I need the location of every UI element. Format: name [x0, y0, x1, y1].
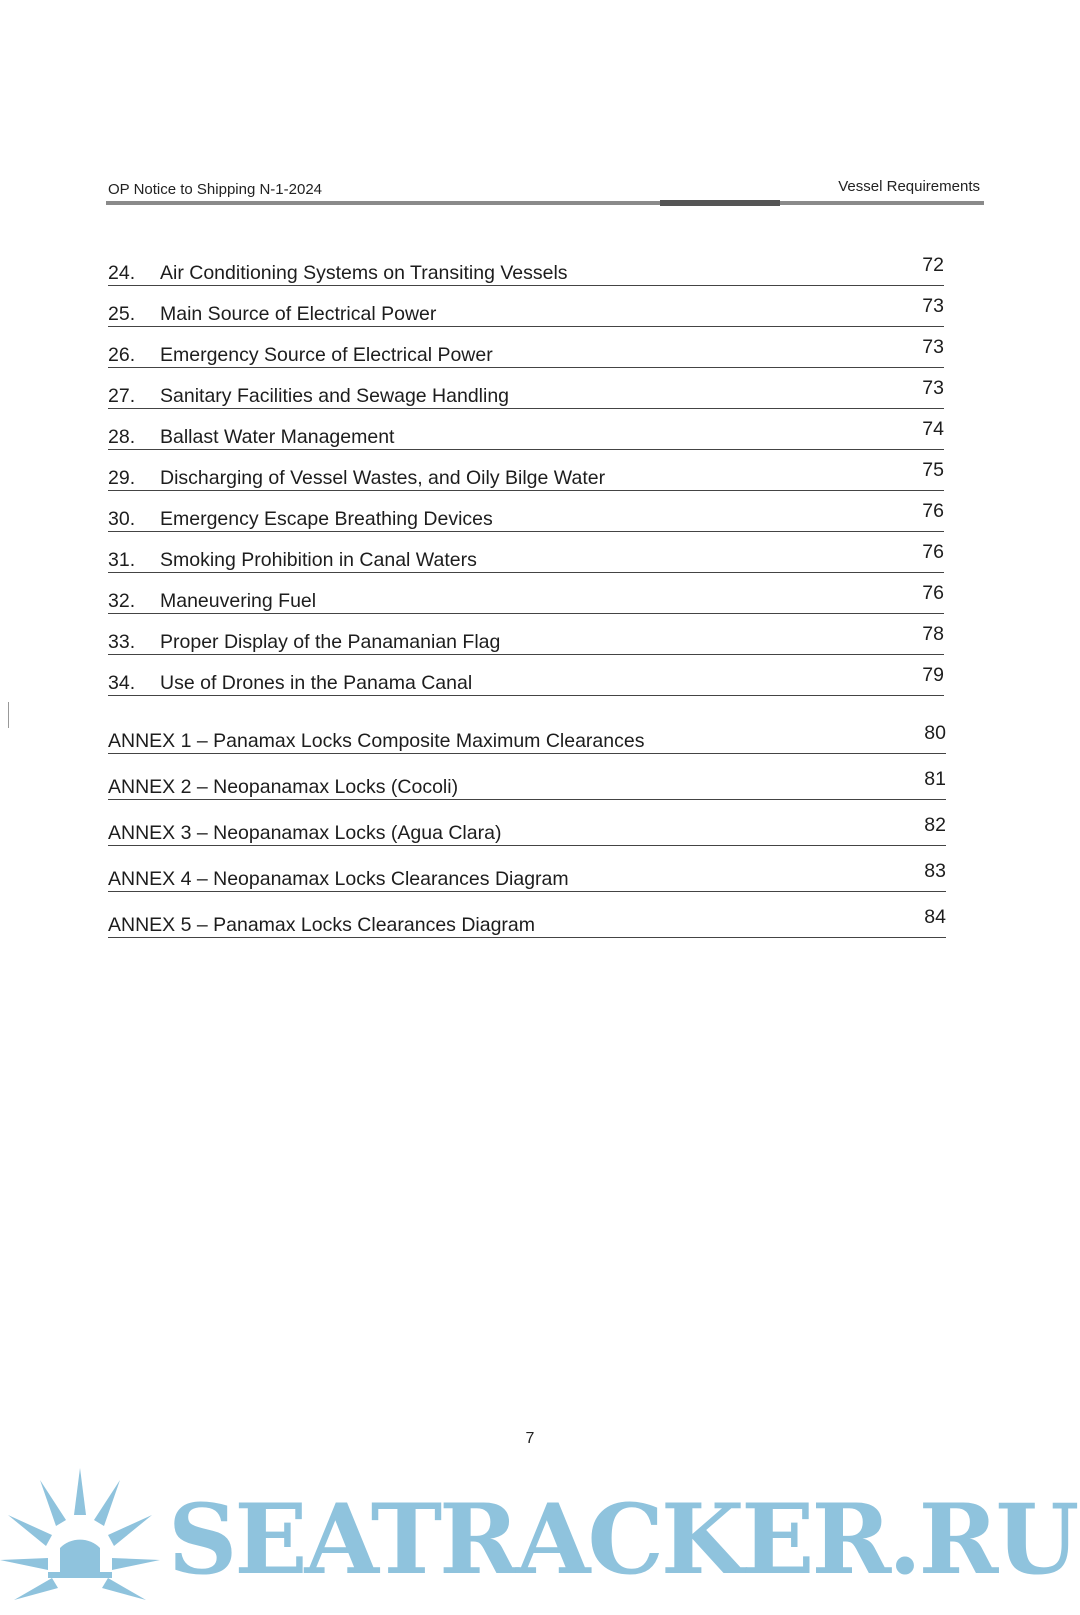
header-rule-dark-segment: [660, 200, 780, 206]
annex-entry-1[interactable]: [108, 708, 946, 754]
page-number: 7: [525, 1430, 535, 1447]
toc-number: 28.: [108, 426, 136, 448]
annex-entry-5[interactable]: [108, 892, 946, 938]
annex-title: ANNEX 1 – Panamax Locks Composite Maximum Clearances: [108, 730, 645, 752]
table-of-contents: [108, 245, 944, 696]
toc-title: Smoking Prohibition in Canal Waters: [160, 549, 477, 571]
annex-page: 84: [924, 906, 946, 928]
toc-number: 24.: [108, 262, 136, 284]
toc-title: Air Conditioning Systems on Transiting Vessels: [160, 262, 568, 284]
toc-title: Use of Drones in the Panama Canal: [160, 672, 473, 694]
toc-page: 78: [922, 623, 944, 645]
annex-entry-4[interactable]: [108, 846, 946, 892]
toc-page: 73: [922, 377, 944, 399]
toc-number: 26.: [108, 344, 136, 366]
toc-entry-34[interactable]: [108, 655, 944, 696]
annex-page: 83: [924, 860, 946, 882]
header-left: OP Notice to Shipping N-1-2024: [108, 181, 323, 198]
toc-entry-24[interactable]: [108, 245, 944, 286]
annex-entry-3[interactable]: [108, 800, 946, 846]
toc-entry-28[interactable]: [108, 409, 944, 450]
toc-title: Emergency Escape Breathing Devices: [160, 508, 493, 530]
annex-page: 81: [924, 768, 946, 790]
annex-list: [108, 708, 946, 938]
toc-title: Maneuvering Fuel: [160, 590, 317, 612]
toc-page: 73: [922, 295, 944, 317]
annex-title: ANNEX 5 – Panamax Locks Clearances Diagram: [108, 914, 536, 936]
header-rule: [106, 201, 984, 205]
toc-title: Discharging of Vessel Wastes, and Oily Bilge Water: [160, 467, 606, 489]
annex-title: ANNEX 3 – Neopanamax Locks (Agua Clara): [108, 822, 502, 844]
header-right: Vessel Requirements: [838, 178, 980, 195]
annex-title: ANNEX 2 – Neopanamax Locks (Cocoli): [108, 776, 459, 798]
toc-page: 74: [922, 418, 944, 440]
toc-title: Emergency Source of Electrical Power: [160, 344, 493, 366]
toc-entry-31[interactable]: [108, 532, 944, 573]
toc-number: 29.: [108, 467, 136, 489]
toc-page: 73: [922, 336, 944, 358]
toc-number: 30.: [108, 508, 136, 530]
toc-number: 33.: [108, 631, 136, 653]
annex-entry-2[interactable]: [108, 754, 946, 800]
toc-title: Ballast Water Management: [160, 426, 395, 448]
toc-number: 32.: [108, 590, 136, 612]
toc-number: 34.: [108, 672, 136, 694]
scan-margin-mark: [8, 702, 9, 728]
annex-title: ANNEX 4 – Neopanamax Locks Clearances Diagram: [108, 868, 569, 890]
toc-page: 76: [922, 541, 944, 563]
toc-page: 76: [922, 500, 944, 522]
watermark-text: SEATRACKER.RU: [168, 1483, 1077, 1596]
toc-entry-33[interactable]: [108, 614, 944, 655]
toc-number: 25.: [108, 303, 136, 325]
toc-page: 76: [922, 582, 944, 604]
toc-page: 75: [922, 459, 944, 481]
toc-entry-29[interactable]: [108, 450, 944, 491]
annex-page: 80: [924, 722, 946, 744]
toc-entry-25[interactable]: [108, 286, 944, 327]
toc-entry-30[interactable]: [108, 491, 944, 532]
toc-page: 79: [922, 664, 944, 686]
annex-page: 82: [924, 814, 946, 836]
toc-number: 31.: [108, 549, 136, 571]
toc-title: Main Source of Electrical Power: [160, 303, 437, 325]
sun-logo-icon: [0, 1460, 160, 1615]
toc-title: Proper Display of the Panamanian Flag: [160, 631, 501, 653]
toc-entry-27[interactable]: [108, 368, 944, 409]
toc-title: Sanitary Facilities and Sewage Handling: [160, 385, 510, 407]
toc-page: 72: [922, 254, 944, 276]
toc-entry-32[interactable]: [108, 573, 944, 614]
toc-number: 27.: [108, 385, 136, 407]
toc-entry-26[interactable]: [108, 327, 944, 368]
